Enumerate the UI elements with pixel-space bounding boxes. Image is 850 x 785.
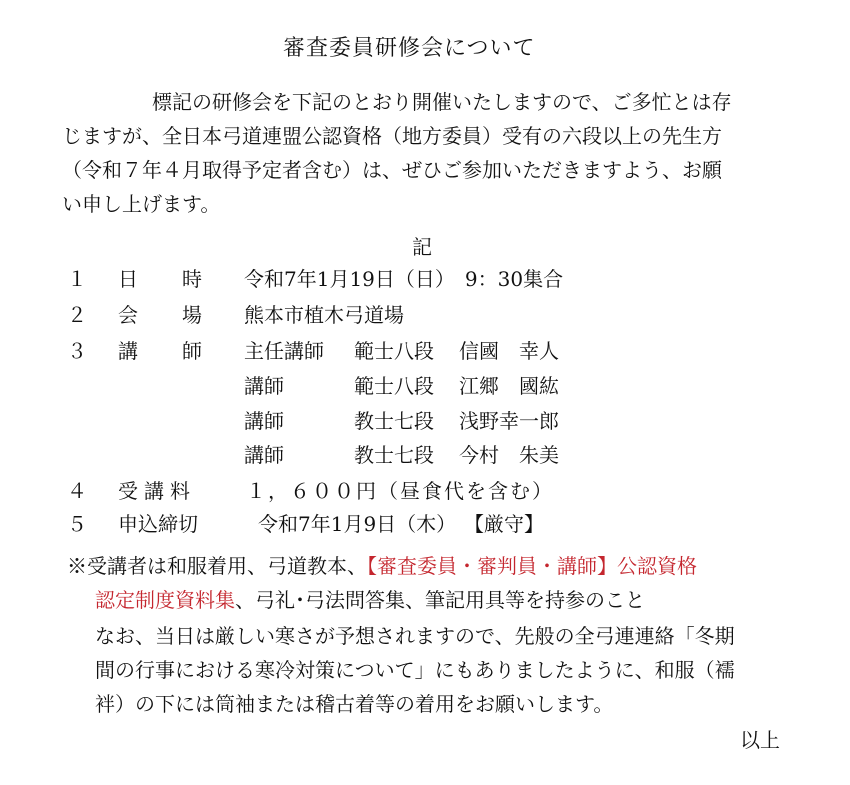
item-label-date: 日 時	[118, 267, 214, 291]
lecturer-role: 主任講師	[244, 339, 324, 363]
item-value-venue: 熊本市植木弓道場	[244, 303, 404, 327]
item-label-deadline: 申込締切	[118, 512, 198, 536]
lecturer-rank: 教士七段	[354, 443, 434, 467]
item-number-venue: ２	[67, 303, 87, 327]
note-highlight: 認定制度資料集	[95, 588, 235, 612]
lecturer-role: 講師	[244, 409, 284, 433]
note-line-1	[67, 556, 697, 576]
item-number-fee: ４	[67, 479, 87, 503]
lecturer-role: 講師	[244, 374, 284, 398]
lecturer-name: 江郷 國紘	[459, 374, 559, 398]
note-line-2	[95, 590, 645, 610]
item-number-deadline: ５	[67, 512, 87, 536]
intro-line-3: （令和７年４月取得予定者含む）は、ぜひご参加いただきますよう、お願	[62, 158, 722, 182]
lecturer-rank: 範士八段	[354, 374, 434, 398]
item-number-date: １	[67, 267, 87, 291]
lecturer-rank: 教士七段	[354, 409, 434, 433]
item-value-fee: １，６００円（昼食代を含む）	[246, 479, 554, 503]
item-label-lecturers: 講 師	[118, 339, 214, 363]
item-number-lecturers: ３	[67, 339, 87, 363]
item-value-deadline: 令和7年1月9日（木）	[258, 512, 457, 536]
note-line-5: 袢）の下には筒袖または稽古着等の着用をお願いします。	[95, 692, 614, 716]
deadline-strict-note: 【厳守】	[464, 512, 544, 536]
note-text: 、弓礼･弓法問答集、筆記用具等を持参のこと	[235, 588, 645, 612]
intro-line-2: じますが、全日本弓道連盟公認資格（地方委員）受有の六段以上の先生方	[62, 124, 722, 148]
item-label-fee: 受講料	[118, 479, 196, 503]
intro-line-4: い申し上げます。	[62, 192, 221, 216]
closing-text: 以上	[740, 728, 780, 752]
intro-line-1: 標記の研修会を下記のとおり開催いたしますので、ご多忙とは存	[152, 90, 732, 114]
document-title: 審査委員研修会について	[283, 36, 536, 61]
ki-heading: 記	[412, 235, 432, 259]
lecturer-role: 講師	[244, 443, 284, 467]
lecturer-rank: 範士八段	[354, 339, 434, 363]
item-value-date: 令和7年1月19日（日） 9：30集合	[244, 267, 564, 291]
note-line-4: 間の行事における寒冷対策について」にもありましたように、和服（襦	[95, 658, 735, 682]
item-label-venue: 会 場	[118, 303, 214, 327]
note-highlight: 【審査委員・審判員・講師】公認資格	[367, 554, 697, 578]
note-text: ※受講者は和服着用、弓道教本、	[67, 554, 367, 578]
note-line-3: なお、当日は厳しい寒さが予想されますので、先般の全弓連連絡「冬期	[95, 624, 735, 648]
lecturer-name: 今村 朱美	[459, 443, 559, 467]
lecturer-name: 信國 幸人	[459, 339, 559, 363]
lecturer-name: 浅野幸一郎	[459, 409, 559, 433]
